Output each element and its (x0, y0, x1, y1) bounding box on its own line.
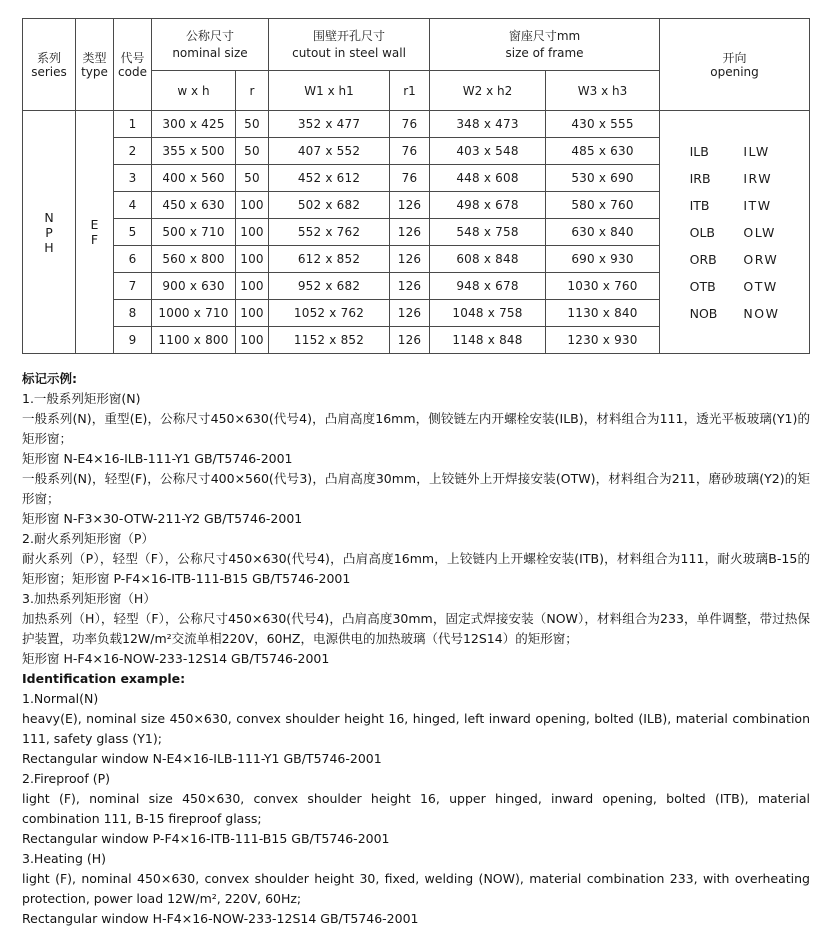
cell-w1h1: 612 x 852 (269, 246, 390, 273)
header-nominal-en: nominal size (172, 46, 248, 60)
cell-w3h3: 630 x 840 (546, 219, 660, 246)
note-line: 1.Normal(N) (22, 691, 99, 706)
cell-r: 100 (236, 246, 269, 273)
header-code-en: code (118, 64, 147, 79)
cell-code: 6 (114, 246, 152, 273)
note-line: 矩形窗 N-E4×16-ILB-111-Y1 GB/T5746-2001 (22, 451, 293, 466)
header-w2h2: W2 x h2 (430, 71, 546, 111)
note-line: 3.Heating (H) (22, 851, 107, 866)
cell-w3h3: 690 x 930 (546, 246, 660, 273)
cell-w1h1: 452 x 612 (269, 165, 390, 192)
cell-w1h1: 552 x 762 (269, 219, 390, 246)
cell-r: 100 (236, 300, 269, 327)
cell-r1: 126 (390, 219, 430, 246)
note-line: 矩形窗 H-F4×16-NOW-233-12S14 GB/T5746-2001 (22, 651, 330, 666)
cell-r: 100 (236, 273, 269, 300)
header-type-en: type (81, 64, 108, 79)
cell-wxh: 450 x 630 (152, 192, 236, 219)
cell-r: 100 (236, 192, 269, 219)
series-cell (23, 111, 76, 354)
cell-wxh: 1000 x 710 (152, 300, 236, 327)
cell-w2h2: 348 x 473 (430, 111, 546, 138)
opening-code: ITW (743, 197, 772, 213)
header-opening (660, 19, 810, 111)
cell-r1: 76 (390, 111, 430, 138)
spec-table (22, 18, 810, 354)
header-series-en: series (31, 64, 67, 79)
cell-w1h1: 502 x 682 (269, 192, 390, 219)
notes-heading-zh: 标记示例: (22, 371, 77, 386)
header-series-zh: 系列 (36, 50, 61, 65)
cell-code: 8 (114, 300, 152, 327)
header-r1: r1 (390, 71, 430, 111)
cell-r: 100 (236, 327, 269, 354)
cell-w2h2: 1148 x 848 (430, 327, 546, 354)
cell-r: 100 (236, 219, 269, 246)
cell-code: 4 (114, 192, 152, 219)
opening-code: IRB (689, 170, 711, 186)
cell-w2h2: 498 x 678 (430, 192, 546, 219)
header-nominal-zh: 公称尺寸 (186, 29, 235, 43)
note-line: 1.一般系列矩形窗(N) (22, 391, 141, 406)
cell-r1: 126 (390, 273, 430, 300)
note-line: 2.耐火系列矩形窗（P） (22, 531, 154, 546)
cell-w3h3: 485 x 630 (546, 138, 660, 165)
cell-r: 50 (236, 111, 269, 138)
cell-wxh: 1100 x 800 (152, 327, 236, 354)
header-nominal-size (152, 19, 269, 71)
cell-r1: 126 (390, 327, 430, 354)
cell-r: 50 (236, 138, 269, 165)
cell-r1: 126 (390, 192, 430, 219)
cell-wxh: 500 x 710 (152, 219, 236, 246)
header-cutout-en: cutout in steel wall (292, 46, 406, 60)
note-line: Rectangular window H-F4×16-NOW-233-12S14 GB/T5746-2001 (22, 911, 419, 926)
opening-code: ILB (689, 143, 709, 159)
opening-codes-bolted (690, 138, 718, 327)
identification-notes (22, 369, 810, 929)
opening-code: ITB (689, 197, 710, 213)
cell-w1h1: 952 x 682 (269, 273, 390, 300)
opening-code: OTW (743, 278, 778, 294)
note-line: 一般系列(N)，重型(E)，公称尺寸450×630(代号4)，凸肩高度16mm，侧铰链左内开螺栓安装(ILB)，材料组合为111，透光平板玻璃(Y1)的矩形窗； (22, 411, 810, 446)
cell-w2h2: 1048 x 758 (430, 300, 546, 327)
header-cutout (269, 19, 430, 71)
opening-code: ILW (743, 143, 770, 159)
header-wxh: w x h (152, 71, 236, 111)
header-opening-en: opening (710, 64, 759, 79)
cell-code: 7 (114, 273, 152, 300)
header-opening-zh: 开向 (722, 50, 747, 65)
opening-codes-welded (743, 138, 779, 327)
cell-w1h1: 352 x 477 (269, 111, 390, 138)
cell-code: 2 (114, 138, 152, 165)
opening-code: ORW (743, 251, 779, 267)
note-line: 一般系列(N)，轻型(F)，公称尺寸400×560(代号3)，凸肩高度30mm，上铰链外上开焊接安装(OTW)，材料组合为211，磨砂玻璃(Y2)的矩形窗； (22, 471, 810, 506)
opening-code: OLB (689, 224, 715, 240)
opening-code: OTB (689, 278, 716, 294)
header-cutout-zh: 围壁开孔尺寸 (313, 29, 386, 43)
opening-code: NOB (689, 305, 718, 321)
cell-r1: 76 (390, 165, 430, 192)
note-line: 加热系列（H），轻型（F），公称尺寸450×630(代号4)，凸肩高度30mm，固定式焊接安装（NOW），材料组合为233，单件调整，带过热保护装置，功率负载12W/m²交流单相220V，60HZ，电源供电的加热玻璃（代号12S14）的矩形窗； (22, 611, 810, 646)
cell-w3h3: 580 x 760 (546, 192, 660, 219)
header-code (114, 19, 152, 111)
header-frame-zh: 窗座尺寸mm (508, 29, 581, 43)
header-type-zh: 类型 (82, 50, 107, 65)
cell-r1: 76 (390, 138, 430, 165)
cell-w3h3: 1230 x 930 (546, 327, 660, 354)
cell-w2h2: 548 x 758 (430, 219, 546, 246)
cell-r1: 126 (390, 300, 430, 327)
cell-wxh: 900 x 630 (152, 273, 236, 300)
cell-w3h3: 530 x 690 (546, 165, 660, 192)
cell-w3h3: 1030 x 760 (546, 273, 660, 300)
cell-w1h1: 1152 x 852 (269, 327, 390, 354)
table-row (23, 111, 810, 138)
header-series (23, 19, 76, 111)
cell-w1h1: 1052 x 762 (269, 300, 390, 327)
series-h: H (44, 239, 54, 255)
type-e: E (90, 217, 99, 232)
opening-code: ORB (689, 251, 717, 267)
header-type (76, 19, 114, 111)
type-cell (76, 111, 114, 354)
note-line: 耐火系列（P），轻型（F），公称尺寸450×630(代号4)，凸肩高度16mm，上铰链内上开螺栓安装(ITB)，材料组合为111，耐火玻璃B-15的矩形窗；矩形窗 P-F4×16-ITB-111-B15 GB/T5746-2001 (22, 551, 810, 586)
note-line: Rectangular window P-F4×16-ITB-111-B15 GB/T5746-2001 (22, 831, 390, 846)
cell-w1h1: 407 x 552 (269, 138, 390, 165)
note-line: light (F), nominal size 450×630, convex shoulder height 16, upper hinged, inward opening, bolted (ITB), material combination 111, B-15 fireproof glass; (22, 791, 810, 826)
header-code-zh: 代号 (120, 50, 145, 65)
header-w1h1: W1 x h1 (269, 71, 390, 111)
cell-w2h2: 948 x 678 (430, 273, 546, 300)
opening-code: OLW (743, 224, 776, 240)
cell-w2h2: 403 x 548 (430, 138, 546, 165)
header-w3h3: W3 x h3 (546, 71, 660, 111)
cell-wxh: 400 x 560 (152, 165, 236, 192)
cell-wxh: 560 x 800 (152, 246, 236, 273)
notes-heading-en: Identification example: (22, 671, 186, 686)
note-line: 矩形窗 N-F3×30-OTW-211-Y2 GB/T5746-2001 (22, 511, 303, 526)
header-frame-en: size of frame (505, 46, 584, 60)
cell-w3h3: 430 x 555 (546, 111, 660, 138)
note-line: 3.加热系列矩形窗（H） (22, 591, 156, 606)
note-line: Rectangular window N-E4×16-ILB-111-Y1 GB/T5746-2001 (22, 751, 382, 766)
series-n: N (44, 209, 54, 225)
opening-cell (660, 111, 810, 354)
cell-w3h3: 1130 x 840 (546, 300, 660, 327)
opening-code: IRW (743, 170, 773, 186)
cell-wxh: 355 x 500 (152, 138, 236, 165)
type-f: F (90, 232, 99, 247)
opening-code: NOW (743, 305, 780, 321)
note-line: light (F), nominal 450×630, convex shoulder height 30, fixed, welding (NOW), material combination 233, with overheating protection, power load 12W/m², 220V, 60Hz; (22, 871, 810, 906)
cell-w2h2: 448 x 608 (430, 165, 546, 192)
cell-r1: 126 (390, 246, 430, 273)
cell-code: 9 (114, 327, 152, 354)
cell-r: 50 (236, 165, 269, 192)
cell-code: 1 (114, 111, 152, 138)
cell-wxh: 300 x 425 (152, 111, 236, 138)
cell-w2h2: 608 x 848 (430, 246, 546, 273)
cell-code: 3 (114, 165, 152, 192)
header-frame-size (430, 19, 660, 71)
cell-code: 5 (114, 219, 152, 246)
series-p: P (45, 224, 53, 240)
note-line: 2.Fireproof (P) (22, 771, 110, 786)
note-line: heavy(E), nominal size 450×630, convex shoulder height 16, hinged, left inward opening, bolted (ILB), material combination 111, safety glass (Y1); (22, 711, 810, 746)
header-r: r (236, 71, 269, 111)
